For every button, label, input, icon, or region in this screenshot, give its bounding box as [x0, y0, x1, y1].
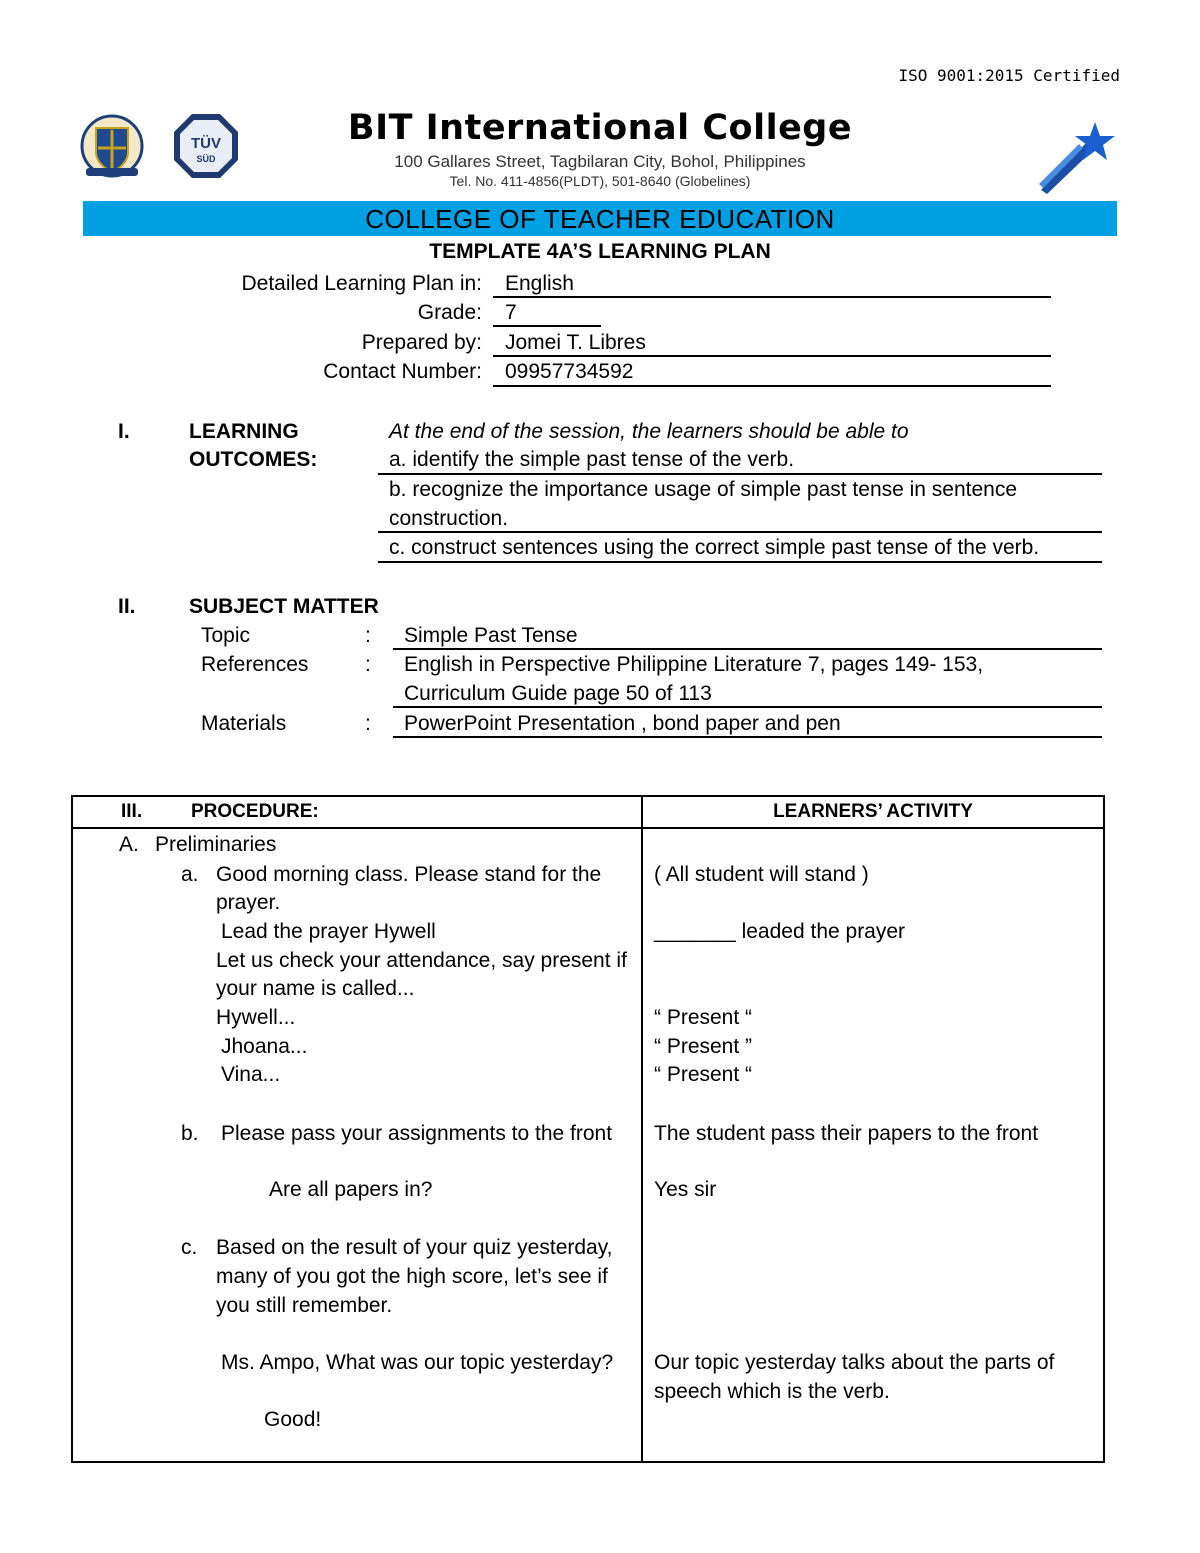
topic-label: Topic [201, 624, 251, 647]
underline [393, 706, 1102, 708]
iso-certification: ISO 9001:2015 Certified [898, 66, 1120, 85]
attendance-line2: your name is called... [216, 977, 415, 1000]
outcomes-title-line1: LEARNING [189, 420, 299, 443]
references-label: References [201, 653, 309, 676]
outcome-item-a: a. identify the simple past tense of the verb. [389, 448, 795, 471]
outcomes-title-line2: OUTCOMES: [189, 448, 318, 471]
underline [378, 561, 1102, 563]
info-value-contact: 09957734592 [505, 360, 634, 383]
materials-label: Materials [201, 712, 287, 735]
procedure-left-cell [72, 828, 642, 1462]
item-c-line1: Based on the result of your quiz yesterday, [216, 1236, 613, 1259]
response-pass-papers: The student pass their papers to the front [654, 1122, 1039, 1145]
response-stand: ( All student will stand ) [654, 863, 869, 886]
procedure-header: PROCEDURE: [191, 801, 319, 822]
response-present-1: “ Present “ [654, 1006, 753, 1029]
attendance-line1: Let us check your attendance, say present if [216, 949, 627, 972]
outcome-item-b-cont: construction. [389, 507, 509, 530]
references-value-cont: Curriculum Guide page 50 of 113 [404, 682, 712, 705]
learners-activity-header: LEARNERS’ ACTIVITY [642, 796, 1104, 828]
item-c-line2: many of you got the high score, let’s see if [216, 1265, 608, 1288]
item-b-text: Please pass your assignments to the front [221, 1122, 613, 1145]
name-jhoana: Jhoana... [221, 1035, 308, 1058]
procedure-table-row [72, 828, 1104, 1462]
outcomes-number: I. [118, 420, 130, 443]
info-label-contact: Contact Number: [323, 360, 482, 383]
response-topic-line2: speech which is the verb. [654, 1380, 890, 1403]
name-vina: Vina... [221, 1063, 281, 1086]
underline [493, 296, 1051, 298]
item-c-good: Good! [264, 1408, 322, 1431]
shooting-star-logo [1035, 120, 1117, 195]
procedure-table [71, 795, 1105, 1463]
tuv-label: TÜV [191, 135, 221, 152]
item-a-line1: Good morning class. Please stand for the [216, 863, 602, 886]
subject-matter-title: SUBJECT MATTER [189, 595, 379, 618]
procedure-table-header [72, 796, 1104, 828]
topic-value: Simple Past Tense [404, 624, 578, 647]
item-c-question: Ms. Ampo, What was our topic yesterday? [221, 1351, 614, 1374]
references-value: English in Perspective Philippine Literature 7, pages 149- 153, [404, 653, 984, 676]
item-c-marker: c. [181, 1236, 198, 1259]
subject-matter-number: II. [118, 595, 136, 618]
department-banner: COLLEGE OF TEACHER EDUCATION [83, 201, 1117, 236]
info-label-prepared-by: Prepared by: [361, 331, 482, 354]
response-prayer: _______ leaded the prayer [654, 920, 906, 943]
response-present-3: “ Present “ [654, 1063, 753, 1086]
item-b-question: Are all papers in? [269, 1178, 433, 1201]
name-hywell: Hywell... [216, 1006, 296, 1029]
procedure-header-cell [72, 796, 642, 828]
response-yes-sir: Yes sir [654, 1178, 717, 1201]
response-topic-line1: Our topic yesterday talks about the parts of [654, 1351, 1055, 1374]
topic-colon: : [365, 624, 371, 647]
info-value-prepared-by: Jomei T. Libres [505, 331, 646, 354]
college-address: 100 Gallares Street, Tagbilaran City, Bohol, Philippines [394, 152, 806, 171]
outcome-item-b: b. recognize the importance usage of simple past tense in sentence [389, 478, 1018, 501]
outcome-item-c: c. construct sentences using the correct simple past tense of the verb. [389, 536, 1040, 559]
college-telephone: Tel. No. 411-4856(PLDT), 501-8640 (Globelines) [449, 173, 751, 189]
info-value-grade: 7 [505, 301, 517, 324]
lead-prayer: Lead the prayer Hywell [221, 920, 436, 943]
info-label-grade: Grade: [417, 301, 482, 324]
learners-activity-cell [642, 828, 1104, 1462]
template-title: TEMPLATE 4A’S LEARNING PLAN [429, 240, 771, 263]
info-label-subject: Detailed Learning Plan in: [241, 272, 482, 295]
outcomes-intro: At the end of the session, the learners should be able to [389, 420, 909, 443]
references-colon: : [365, 653, 371, 676]
item-b-marker: b. [181, 1122, 199, 1145]
section-letter: A. [119, 833, 139, 856]
section-title: Preliminaries [155, 833, 277, 856]
procedure-number: III. [121, 801, 143, 822]
materials-colon: : [365, 712, 371, 735]
svg-text:SÜD: SÜD [196, 154, 216, 164]
underline [493, 325, 601, 327]
college-name: BIT International College [347, 108, 853, 148]
item-a-marker: a. [181, 863, 199, 886]
info-value-subject: English [505, 272, 574, 295]
materials-value: PowerPoint Presentation , bond paper and pen [404, 712, 841, 735]
item-a-line2: prayer. [216, 891, 281, 914]
item-c-line3: you still remember. [216, 1294, 393, 1317]
underline [493, 385, 1051, 387]
response-present-2: “ Present ” [654, 1035, 753, 1058]
underline [393, 736, 1102, 738]
